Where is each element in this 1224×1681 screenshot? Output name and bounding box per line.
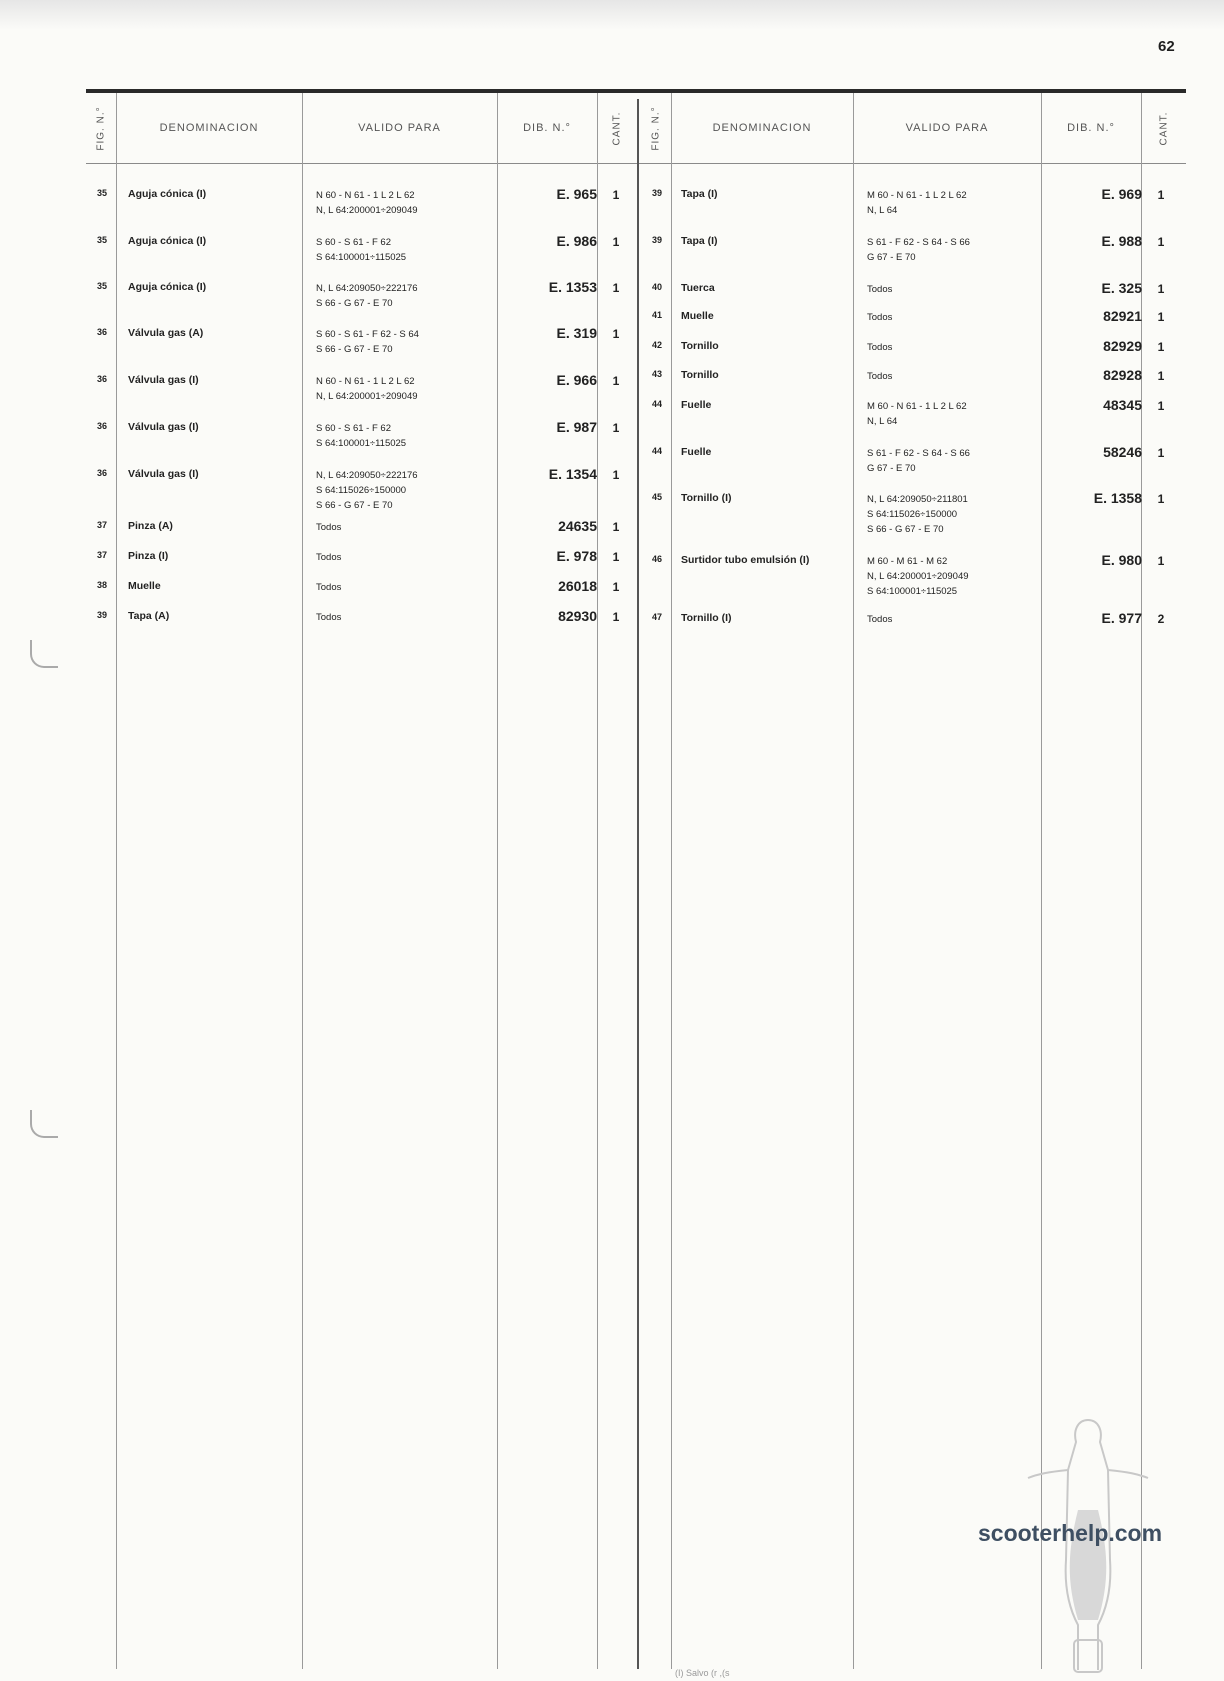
cantidad: 1	[1157, 340, 1165, 354]
page-top-shade	[0, 0, 1224, 30]
valido-para-line: Todos	[867, 614, 893, 625]
denominacion: Tapa (I)	[681, 188, 718, 200]
cantidad: 1	[612, 421, 620, 435]
dis-number: E. 319	[556, 325, 597, 341]
table-row	[86, 188, 636, 228]
fig-number: 42	[651, 340, 662, 350]
dis-number: 48345	[1103, 397, 1142, 413]
valido-para	[316, 281, 501, 311]
table-row	[641, 399, 1186, 439]
header-denominacion: DENOMINACION	[159, 122, 259, 134]
valido-para-line: G 67 - E 70	[867, 252, 916, 263]
valido-para-line: S 60 - S 61 - F 62	[316, 237, 391, 248]
valido-para	[316, 327, 501, 357]
cantidad: 1	[612, 550, 620, 564]
header-cant-right: CANT.	[1158, 111, 1169, 145]
valido-para-line: N, L 64:200001÷209049	[316, 391, 418, 402]
fig-number: 36	[96, 468, 107, 478]
fig-number: 46	[651, 554, 662, 564]
valido-para	[867, 340, 1052, 355]
fig-number: 36	[96, 374, 107, 384]
table-row	[86, 281, 636, 321]
page-number: 62	[1158, 38, 1175, 55]
valido-para	[867, 399, 1052, 429]
fig-number: 39	[651, 235, 662, 245]
valido-para-line: N 60 - N 61 - 1 L 2 L 62	[316, 190, 415, 201]
center-divider	[637, 99, 639, 1669]
table-row	[641, 552, 1186, 597]
denominacion: Válvula gas (A)	[128, 327, 204, 339]
valido-para-line: S 60 - S 61 - F 62	[316, 423, 391, 434]
denominacion: Tornillo (I)	[681, 492, 732, 504]
valido-para	[867, 492, 1052, 537]
denominacion: Pinza (I)	[128, 550, 169, 562]
valido-para-line: S 66 - G 67 - E 70	[316, 500, 393, 511]
denominacion: Tapa (A)	[128, 610, 170, 622]
valido-para	[316, 235, 501, 265]
denominacion: Tornillo	[681, 369, 719, 381]
valido-para-line: N 60 - N 61 - 1 L 2 L 62	[316, 376, 415, 387]
header-denominacion-right: DENOMINACION	[712, 122, 812, 134]
valido-para-line: Todos	[316, 552, 342, 563]
cantidad: 1	[1157, 554, 1165, 568]
denominacion: Aguja cónica (I)	[128, 281, 207, 293]
valido-para	[867, 282, 1052, 297]
fig-number: 44	[651, 399, 662, 409]
watermark-text: scooterhelp.com	[978, 1520, 1163, 1546]
binder-hole-mark	[30, 1110, 58, 1138]
valido-para	[867, 310, 1052, 325]
dis-number: E. 1354	[548, 466, 597, 482]
valido-para	[867, 612, 1052, 627]
valido-para-line: M 60 - M 61 - M 62	[867, 556, 948, 567]
denominacion: Válvula gas (I)	[128, 374, 199, 386]
valido-para-line: S 64:100001÷115025	[867, 586, 958, 597]
denominacion: Surtidor tubo emulsión (I)	[681, 554, 810, 566]
header-fig: FIG. N.°	[95, 105, 107, 151]
dis-number: E. 977	[1101, 610, 1142, 626]
valido-para	[316, 550, 501, 565]
table-row	[86, 466, 636, 511]
fig-number: 47	[651, 612, 662, 622]
fig-number: 44	[651, 446, 662, 456]
fig-number: 36	[96, 421, 107, 431]
dis-number: E. 965	[556, 186, 597, 202]
valido-para	[867, 188, 1052, 218]
dis-number: 82929	[1103, 338, 1142, 354]
dis-number: 82928	[1103, 367, 1142, 383]
cantidad: 1	[1157, 369, 1165, 383]
valido-para-line: S 61 - F 62 - S 64 - S 66	[867, 237, 970, 248]
valido-para	[316, 468, 501, 513]
cantidad: 1	[612, 610, 620, 624]
cantidad: 2	[1157, 612, 1165, 626]
denominacion: Muelle	[128, 580, 161, 592]
header-fig-right: FIG. N.°	[650, 105, 662, 151]
valido-para-line: Todos	[316, 582, 342, 593]
fig-number: 37	[96, 550, 107, 560]
table-row	[641, 235, 1186, 275]
valido-para	[316, 374, 501, 404]
dis-number: 58246	[1103, 444, 1142, 460]
valido-para-line: Todos	[867, 312, 893, 323]
cantidad: 1	[612, 580, 620, 594]
fig-number: 35	[96, 235, 107, 245]
dis-number: E. 969	[1101, 186, 1142, 202]
valido-para-line: S 64:100001÷115025	[316, 438, 407, 449]
denominacion: Válvula gas (I)	[128, 468, 199, 480]
table-row	[86, 327, 636, 367]
dis-number: 82921	[1103, 308, 1142, 324]
dis-number: 26018	[558, 578, 597, 594]
fig-number: 45	[651, 492, 662, 502]
valido-para-line: N, L 64:209050÷222176	[316, 470, 418, 481]
denominacion: Fuelle	[681, 446, 712, 458]
valido-para	[316, 610, 501, 625]
table-row	[641, 612, 1186, 652]
valido-para-line: S 61 - F 62 - S 64 - S 66	[867, 448, 970, 459]
dis-number: E. 1353	[548, 279, 597, 295]
valido-para-line: S 64:115026÷150000	[867, 509, 958, 520]
valido-para-line: S 60 - S 61 - F 62 - S 64	[316, 329, 419, 340]
fig-number: 35	[96, 188, 107, 198]
fig-number: 36	[96, 327, 107, 337]
header-dis-right: DIB. N.°	[1067, 122, 1115, 134]
fig-number: 35	[96, 281, 107, 291]
valido-para-line: N, L 64:209050÷222176	[316, 283, 418, 294]
valido-para-line: Todos	[867, 342, 893, 353]
valido-para	[316, 188, 501, 218]
valido-para	[316, 580, 501, 595]
cantidad: 1	[1157, 282, 1165, 296]
fig-number: 38	[96, 580, 107, 590]
valido-para-line: Todos	[316, 612, 342, 623]
valido-para-line: S 66 - G 67 - E 70	[316, 298, 393, 309]
fig-number: 39	[96, 610, 107, 620]
valido-para-line: S 66 - G 67 - E 70	[867, 524, 944, 535]
valido-para-line: N, L 64:200001÷209049	[316, 205, 418, 216]
valido-para-line: Todos	[316, 522, 342, 533]
denominacion: Aguja cónica (I)	[128, 235, 207, 247]
dis-number: E. 1358	[1093, 490, 1142, 506]
dis-number: E. 966	[556, 372, 597, 388]
valido-para-line: N, L 64	[867, 416, 898, 427]
header-valido-para-right: VALIDO PARA	[905, 122, 989, 134]
valido-para-line: M 60 - N 61 - 1 L 2 L 62	[867, 401, 967, 412]
valido-para	[867, 554, 1052, 599]
table-row	[641, 446, 1186, 486]
cantidad: 1	[1157, 235, 1165, 249]
denominacion: Aguja cónica (I)	[128, 188, 207, 200]
header-valido-para: VALIDO PARA	[358, 122, 441, 134]
header-dis: DIB. N.°	[523, 122, 571, 134]
dis-number: E. 987	[556, 419, 597, 435]
binder-hole-mark	[30, 640, 58, 668]
valido-para	[867, 369, 1052, 384]
valido-para	[316, 520, 501, 535]
denominacion: Muelle	[681, 310, 714, 322]
table-row	[86, 610, 636, 650]
fig-number: 43	[651, 369, 662, 379]
cantidad: 1	[612, 188, 620, 202]
dis-number: 24635	[558, 518, 597, 534]
table-row	[86, 235, 636, 275]
cantidad: 1	[1157, 399, 1165, 413]
denominacion: Válvula gas (I)	[128, 421, 199, 433]
valido-para	[867, 235, 1052, 265]
denominacion: Tapa (I)	[681, 235, 718, 247]
fig-number: 41	[651, 310, 662, 320]
valido-para-line: S 64:100001÷115025	[316, 252, 407, 263]
valido-para-line: G 67 - E 70	[867, 463, 916, 474]
cantidad: 1	[612, 327, 620, 341]
denominacion: Tornillo	[681, 340, 719, 352]
dis-number: E. 980	[1101, 552, 1142, 568]
table-row	[641, 188, 1186, 228]
valido-para-line: Todos	[867, 371, 893, 382]
cantidad: 1	[1157, 492, 1165, 506]
valido-para-line: S 66 - G 67 - E 70	[316, 344, 393, 355]
table-row	[641, 490, 1186, 535]
dis-number: E. 986	[556, 233, 597, 249]
denominacion: Fuelle	[681, 399, 712, 411]
table-row	[86, 374, 636, 414]
fig-number: 39	[651, 188, 662, 198]
table-row	[86, 421, 636, 461]
denominacion: Pinza (A)	[128, 520, 173, 532]
footer-note: (I) Salvo (r ,(s	[675, 1668, 730, 1678]
denominacion: Tuerca	[681, 282, 715, 294]
cantidad: 1	[612, 468, 620, 482]
cantidad: 1	[612, 281, 620, 295]
cantidad: 1	[1157, 446, 1165, 460]
dis-number: E. 988	[1101, 233, 1142, 249]
valido-para-line: N, L 64:209050÷211801	[867, 494, 968, 505]
valido-para	[867, 446, 1052, 476]
valido-para-line: Todos	[867, 284, 893, 295]
dis-number: 82930	[558, 608, 597, 624]
denominacion: Tornillo (I)	[681, 612, 732, 624]
cantidad: 1	[612, 374, 620, 388]
left-half	[86, 93, 636, 1669]
cantidad: 1	[612, 520, 620, 534]
dis-number: E. 978	[556, 548, 597, 564]
valido-para-line: N, L 64	[867, 205, 898, 216]
cantidad: 1	[1157, 188, 1165, 202]
fig-number: 37	[96, 520, 107, 530]
valido-para-line: M 60 - N 61 - 1 L 2 L 62	[867, 190, 967, 201]
valido-para-line: S 64:115026÷150000	[316, 485, 407, 496]
fig-number: 40	[651, 282, 662, 292]
header-cant: CANT.	[611, 111, 622, 145]
cantidad: 1	[1157, 310, 1165, 324]
dis-number: E. 325	[1101, 280, 1142, 296]
cantidad: 1	[612, 235, 620, 249]
valido-para	[316, 421, 501, 451]
valido-para-line: N, L 64:200001÷209049	[867, 571, 969, 582]
